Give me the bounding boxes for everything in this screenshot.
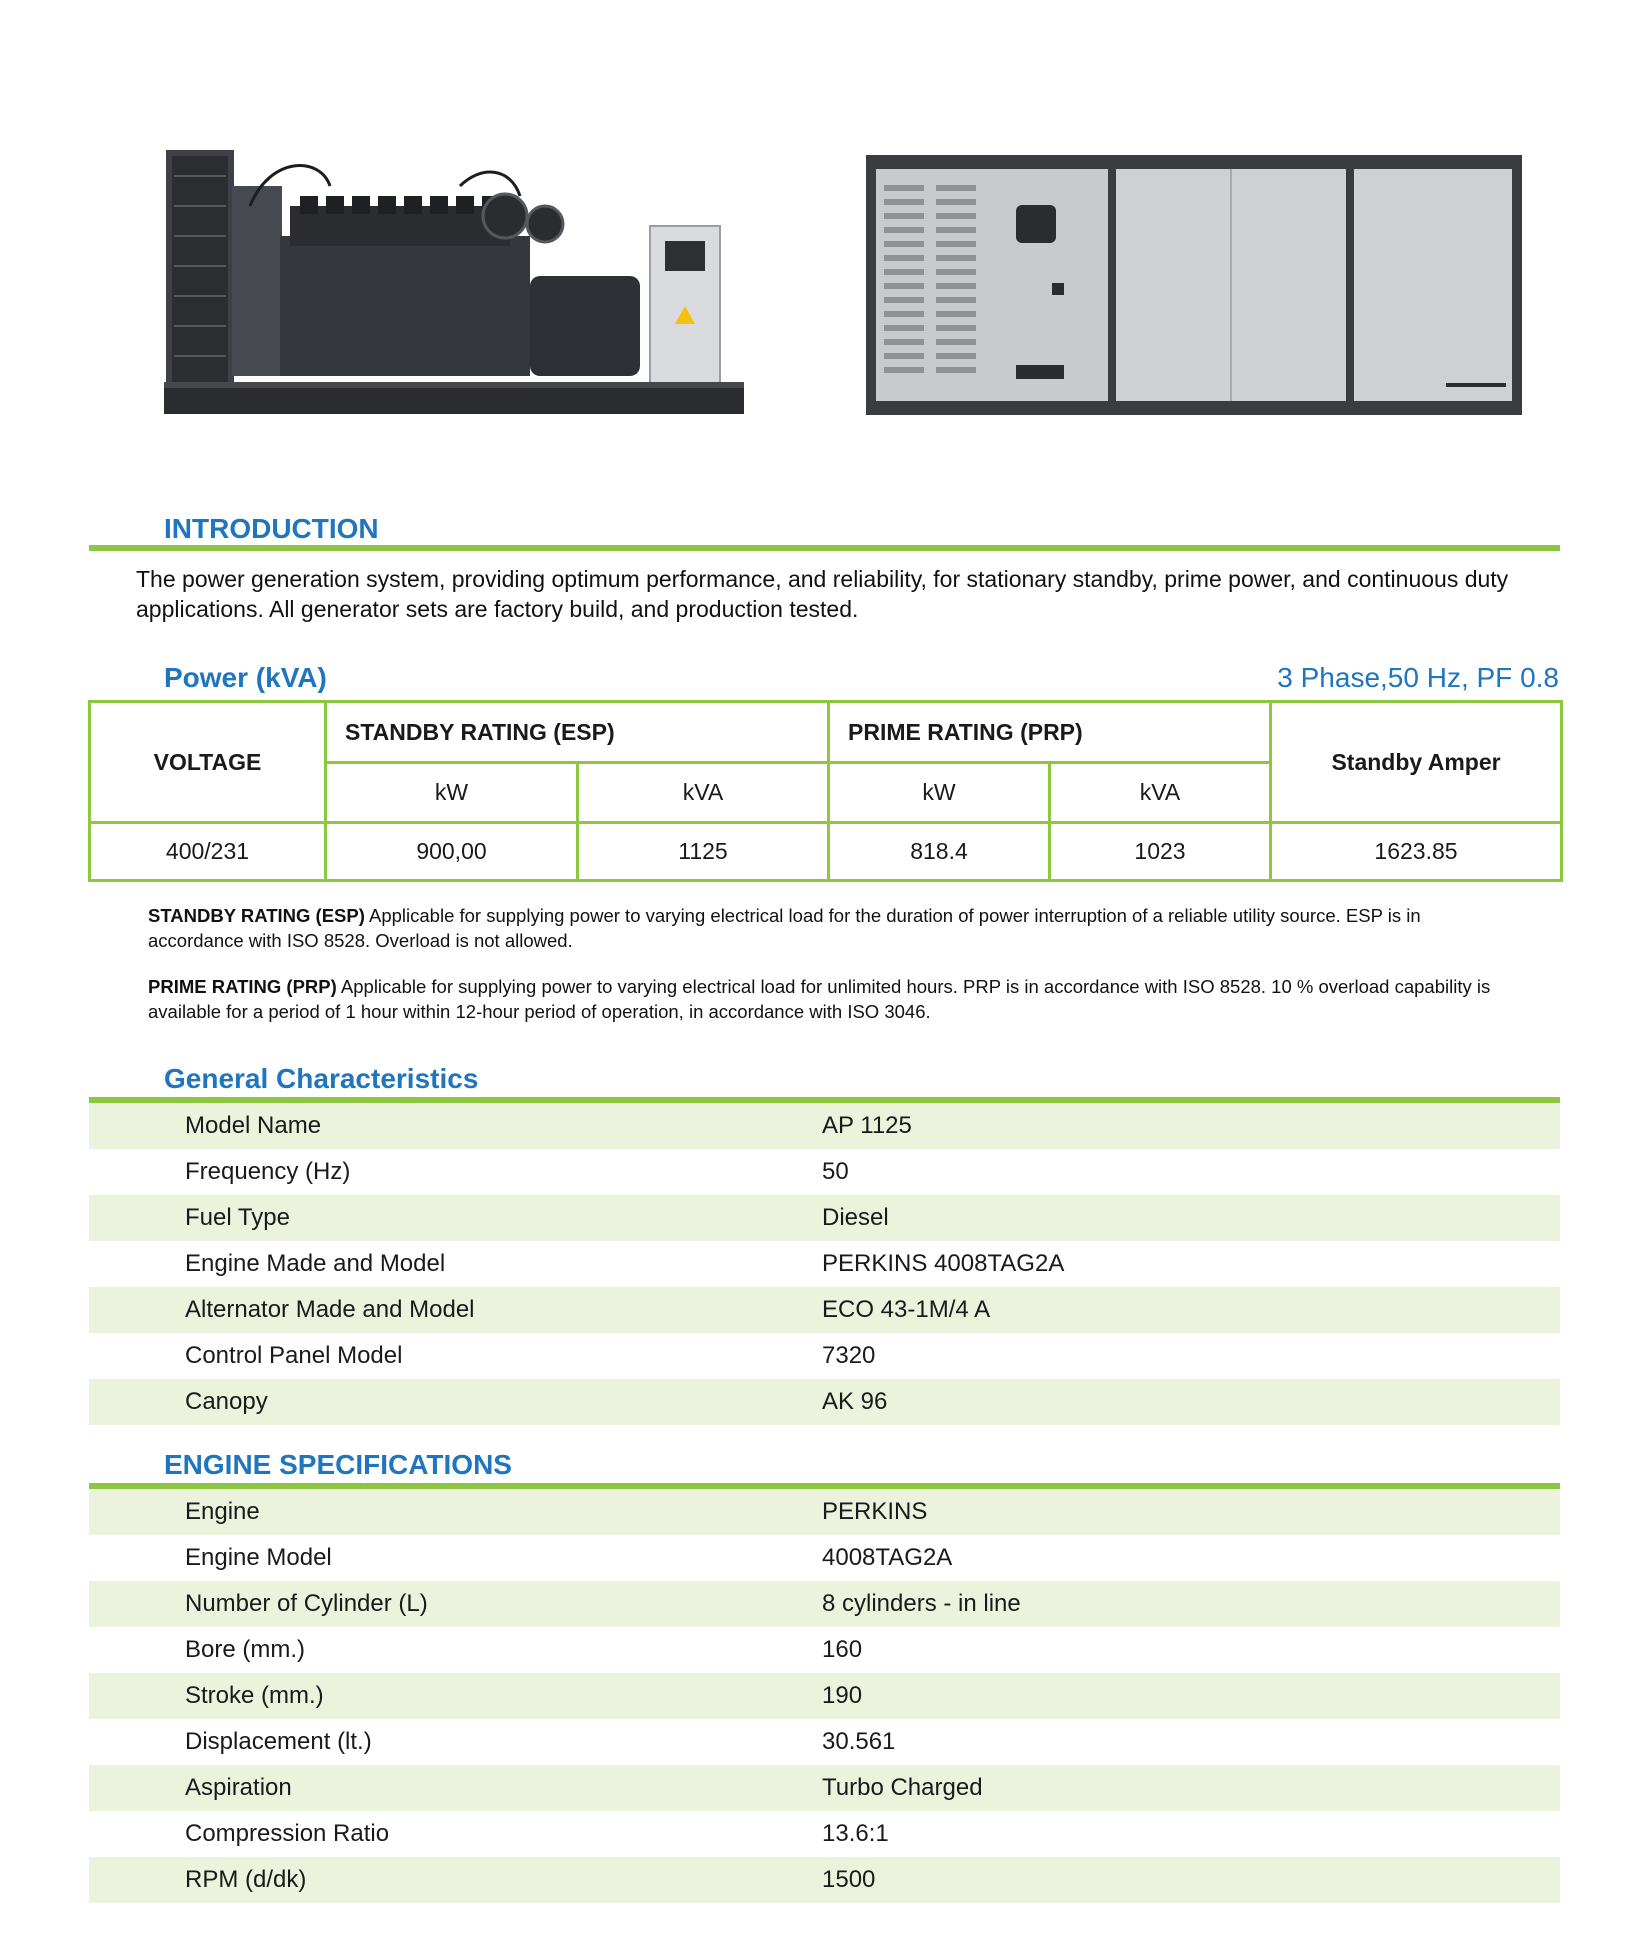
spec-value: PERKINS 4008TAG2A [822, 1250, 1065, 1277]
spec-label: Model Name [185, 1112, 322, 1139]
spec-label: Canopy [185, 1388, 268, 1415]
power-phase-note: 3 Phase,50 Hz, PF 0.8 [1277, 662, 1559, 693]
introduction-title: INTRODUCTION [164, 513, 379, 544]
prp-note [148, 974, 1498, 1024]
esp-note [148, 903, 1498, 953]
spec-value: 1500 [822, 1866, 876, 1893]
spec-label: Engine Made and Model [185, 1250, 446, 1277]
spec-value: AK 96 [822, 1388, 888, 1415]
spec-value: 30.561 [822, 1728, 896, 1755]
spec-value: AP 1125 [822, 1112, 912, 1139]
spec-label: Compression Ratio [185, 1820, 390, 1847]
spec-label: Fuel Type [185, 1204, 290, 1231]
spec-label: Number of Cylinder (L) [185, 1590, 428, 1617]
canopy-generator-image [866, 155, 1522, 415]
spec-label: Aspiration [185, 1774, 292, 1801]
spec-label: Bore (mm.) [185, 1636, 305, 1663]
table-row [89, 1103, 1560, 1149]
spec-value: 8 cylinders - in line [822, 1590, 1021, 1617]
standby-kw-value: 900,00 [326, 823, 578, 881]
prime-kva-value: 1023 [1050, 823, 1271, 881]
spec-label: Frequency (Hz) [185, 1158, 351, 1185]
power-data-row [90, 823, 1562, 881]
esp-note-label: STANDBY RATING (ESP) [148, 905, 365, 926]
table-row [89, 1857, 1560, 1903]
power-rating-table [88, 700, 1563, 882]
spec-value: 160 [822, 1636, 863, 1663]
table-row [89, 1673, 1560, 1719]
standby-amper-header: Standby Amper [1271, 702, 1562, 823]
introduction-rule [89, 545, 1560, 551]
table-row [89, 1535, 1560, 1581]
spec-label: Engine [185, 1498, 260, 1525]
general-table [89, 1103, 1560, 1425]
engine-title: ENGINE SPECIFICATIONS [164, 1449, 512, 1480]
table-row [89, 1811, 1560, 1857]
spec-label: Alternator Made and Model [185, 1296, 475, 1323]
spec-label: RPM (d/dk) [185, 1866, 307, 1893]
prime-rating-header: PRIME RATING (PRP) [829, 702, 1271, 763]
spec-value: PERKINS [822, 1498, 928, 1525]
standby-rating-header: STANDBY RATING (ESP) [326, 702, 829, 763]
table-row [89, 1333, 1560, 1379]
introduction-text: The power generation system, providing optimum performance, and reliability, for stationary standby, prime power, and continuous duty applications. All generator sets are factory build, and production tested. [136, 566, 1509, 622]
prime-kw-header: kW [829, 763, 1050, 823]
standby-kva-value: 1125 [578, 823, 829, 881]
spec-value: 4008TAG2A [822, 1544, 953, 1571]
spec-value: 50 [822, 1158, 849, 1185]
table-row [89, 1195, 1560, 1241]
table-row [89, 1581, 1560, 1627]
table-row [89, 1241, 1560, 1287]
table-row [89, 1489, 1560, 1535]
spec-label: Engine Model [185, 1544, 332, 1571]
prp-note-label: PRIME RATING (PRP) [148, 976, 337, 997]
voltage-value: 400/231 [90, 823, 326, 881]
table-row [89, 1287, 1560, 1333]
table-row [89, 1379, 1560, 1425]
power-title: Power (kVA) [164, 662, 327, 693]
voltage-header: VOLTAGE [90, 702, 326, 823]
standby-kw-header: kW [326, 763, 578, 823]
prime-kw-value: 818.4 [829, 823, 1050, 881]
spec-value: 13.6:1 [822, 1820, 889, 1847]
general-title: General Characteristics [164, 1063, 479, 1094]
spec-value: Turbo Charged [822, 1774, 983, 1801]
spec-value: ECO 43-1M/4 A [822, 1296, 991, 1323]
prp-note-text: Applicable for supplying power to varying electrical load for unlimited hours. PRP is in accordance with ISO 8528. 10 % overload capability is available for a period of 1 hour within 12-hour period of operation, in accordance with ISO 3046. [148, 976, 1491, 1022]
table-row [89, 1149, 1560, 1195]
prime-kva-header: kVA [1050, 763, 1271, 823]
spec-label: Control Panel Model [185, 1342, 403, 1369]
engine-table [89, 1489, 1560, 1903]
table-row [89, 1627, 1560, 1673]
standby-amper-value: 1623.85 [1271, 823, 1562, 881]
spec-label: Displacement (lt.) [185, 1728, 372, 1755]
table-row [89, 1765, 1560, 1811]
spec-label: Stroke (mm.) [185, 1682, 324, 1709]
spec-value: Diesel [822, 1204, 889, 1231]
standby-kva-header: kVA [578, 763, 829, 823]
spec-value: 190 [822, 1682, 863, 1709]
spec-value: 7320 [822, 1342, 876, 1369]
esp-note-text: Applicable for supplying power to varying electrical load for the duration of power interruption of a reliable utility source. ESP is in accordance with ISO 8528. Overload is not allowed. [148, 905, 1421, 951]
table-row [89, 1719, 1560, 1765]
open-generator-image [160, 146, 746, 418]
